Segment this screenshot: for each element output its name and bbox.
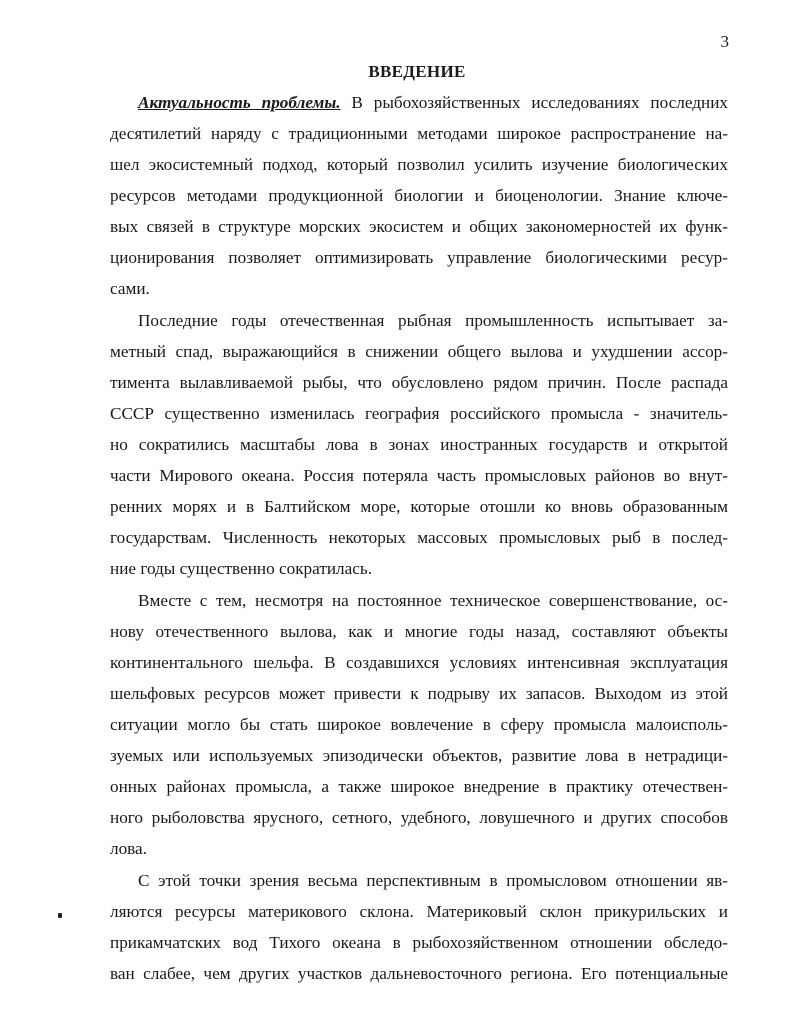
text-line: континентального шельфа. В создавшихся условиях интенсивная эксплуатация	[110, 653, 728, 672]
text-line: сами.	[110, 279, 150, 298]
text-line: части Мирового океана. Россия потеряла часть промысловых районов во внут-	[110, 466, 728, 485]
text-fragment: В рыбохозяйственных исследованиях последних	[340, 93, 728, 112]
text-line: вых связей в структуре морских экосистем и общих закономерностей их функ-	[110, 217, 728, 236]
text-line: ван слабее, чем других участков дальневосточного региона. Его потенциальные	[110, 964, 728, 983]
text-line	[138, 93, 728, 113]
text-line: тимента вылавливаемой рыбы, что обусловлено рядом причин. После распада	[110, 373, 728, 392]
text-line: СССР существенно изменилась география российского промысла - значитель-	[110, 404, 728, 423]
text-line: шел экосистемный подход, который позволил усилить изучение биологических	[110, 155, 728, 174]
text-line: прикамчатских вод Тихого океана в рыбохозяйственном отношении обследо-	[110, 933, 728, 952]
text-line: лова.	[110, 839, 147, 858]
text-line: но сократились масштабы лова в зонах иностранных государств и открытой	[110, 435, 728, 454]
text-line: онных районах промысла, а также широкое внедрение в практику отечествен-	[110, 777, 728, 796]
text-line: ляются ресурсы материкового склона. Материковый склон прикурильских и	[110, 902, 728, 921]
page-number: 3	[720, 32, 729, 51]
scan-speck	[58, 913, 62, 918]
page-heading: ВВЕДЕНИЕ	[368, 62, 466, 81]
text-line: ние годы существенно сократилась.	[110, 559, 373, 578]
text-line: государствам. Численность некоторых массовых промысловых рыб в послед-	[110, 528, 728, 547]
text-line: зуемых или используемых эпизодически объектов, развитие лова в нетрадици-	[110, 746, 728, 765]
text-line: ционирования позволяет оптимизировать управление биологическими ресур-	[110, 248, 728, 267]
text-line: ренних морях и в Балтийском море, которые отошли ко вновь образованным	[110, 497, 728, 516]
text-line: ситуации могло бы стать широкое вовлечение в сферу промысла малоисполь-	[110, 715, 728, 734]
text-line: ресурсов методами продукционной биологии и биоценологии. Знание ключе-	[110, 186, 728, 205]
text-line: десятилетий наряду с традиционными методами широкое распространение на-	[110, 124, 728, 143]
text-line: Последние годы отечественная рыбная промышленность испытывает за-	[138, 311, 728, 330]
text-line: метный спад, выражающийся в снижении общего вылова и ухудшении ассор-	[110, 342, 728, 361]
text-line: ного рыболовства ярусного, сетного, удебного, ловушечного и других способов	[110, 808, 728, 827]
text-line: шельфовых ресурсов может привести к подрыву их запасов. Выходом из этой	[110, 684, 728, 703]
text-line: С этой точки зрения весьма перспективным в промысловом отношении яв-	[138, 871, 728, 890]
text-line: Вместе с тем, несмотря на постоянное техническое совершенствование, ос-	[138, 591, 728, 610]
text-line: нову отечественного вылова, как и многие годы назад, составляют объекты	[110, 622, 728, 641]
lead-label: Актуальность проблемы.	[138, 93, 341, 112]
